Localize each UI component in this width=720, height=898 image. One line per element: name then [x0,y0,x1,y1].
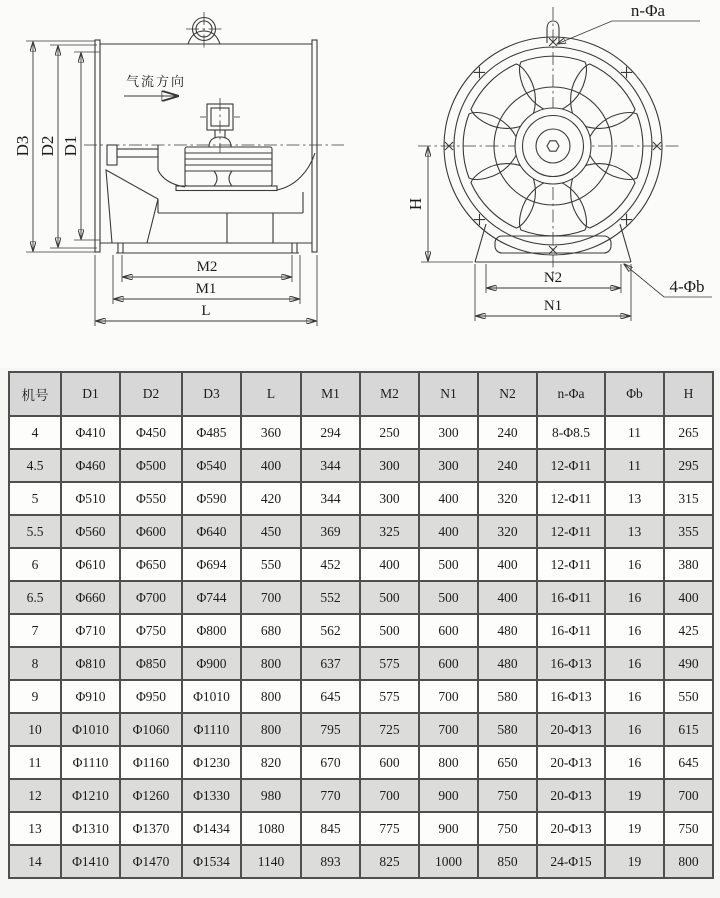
table-cell: 800 [664,845,713,878]
table-cell: 12 [9,779,61,812]
table-cell: Φ710 [61,614,120,647]
airflow-direction [124,74,186,96]
table-cell: 795 [301,713,360,746]
table-cell: 580 [478,713,537,746]
table-cell: 800 [241,647,301,680]
table-cell: Φ1060 [120,713,182,746]
h-dimension [406,147,473,262]
dim-label-m1: M1 [195,281,217,297]
table-cell: 16 [605,647,664,680]
table-row [9,713,713,746]
column-header: L [241,372,301,416]
table-cell: 20-Φ13 [537,812,605,845]
table-cell: 20-Φ13 [537,713,605,746]
table-cell: 645 [301,680,360,713]
column-header: D1 [61,372,120,416]
table-cell: 500 [360,581,419,614]
table-cell: Φ460 [61,449,120,482]
side-view [13,12,344,326]
table-cell: 380 [664,548,713,581]
table-cell: 16 [605,581,664,614]
table-cell: Φ1470 [120,845,182,878]
table-cell: 650 [478,746,537,779]
table-cell: Φ744 [182,581,241,614]
table-cell: 355 [664,515,713,548]
dim-label-m2: M2 [196,259,218,275]
table-cell: Φ700 [120,581,182,614]
table-cell: 700 [419,680,478,713]
table-cell: 4 [9,416,61,449]
table-cell: Φ1110 [61,746,120,779]
table-cell: 900 [419,779,478,812]
table-cell: 725 [360,713,419,746]
table-row [9,482,713,515]
table-cell: 10 [9,713,61,746]
column-header: D3 [182,372,241,416]
table-cell: 19 [605,812,664,845]
table-cell: 425 [664,614,713,647]
column-header: Φb [605,372,664,416]
table-cell: 16-Φ11 [537,581,605,614]
table-cell: 16 [605,614,664,647]
table-cell: Φ800 [182,614,241,647]
table-cell: 637 [301,647,360,680]
table-cell: Φ694 [182,548,241,581]
table-cell: 6 [9,548,61,581]
table-row [9,746,713,779]
table-cell: 1080 [241,812,301,845]
table-cell: 7 [9,614,61,647]
table-row [9,449,713,482]
table-cell: 5.5 [9,515,61,548]
column-header: n-Φa [537,372,605,416]
table-cell: 645 [664,746,713,779]
column-header: N1 [419,372,478,416]
table-cell: 770 [301,779,360,812]
table-cell: 480 [478,614,537,647]
table-cell: Φ610 [61,548,120,581]
table-cell: Φ590 [182,482,241,515]
table-cell: 700 [664,779,713,812]
table-cell: 575 [360,680,419,713]
table-cell: Φ810 [61,647,120,680]
table-cell: 250 [360,416,419,449]
table-row [9,548,713,581]
lifting-eye [186,12,222,50]
table-cell: 400 [419,482,478,515]
dim-label-d1: D1 [61,135,80,157]
table-cell: 300 [419,416,478,449]
table-cell: 265 [664,416,713,449]
table-cell: 800 [241,680,301,713]
mounting-feet [116,243,299,253]
table-cell: 24-Φ15 [537,845,605,878]
table-cell: 315 [664,482,713,515]
table-cell: 480 [478,647,537,680]
dim-label-l: L [201,303,211,319]
table-cell: 16-Φ13 [537,680,605,713]
table-cell: Φ485 [182,416,241,449]
table-cell: 294 [301,416,360,449]
table-cell: 12-Φ11 [537,548,605,581]
table-cell: 800 [419,746,478,779]
table-cell: 1140 [241,845,301,878]
table-cell: 16 [605,680,664,713]
column-header: H [664,372,713,416]
table-cell: Φ1410 [61,845,120,878]
table-cell: 400 [241,449,301,482]
table-cell: 400 [419,515,478,548]
table-cell: 400 [360,548,419,581]
table-cell: 750 [478,812,537,845]
motor-base-plate [176,186,277,191]
table-body [9,416,713,878]
table-cell: Φ550 [120,482,182,515]
table-cell: 893 [301,845,360,878]
table-cell: 400 [478,548,537,581]
table-cell: Φ410 [61,416,120,449]
table-cell: 500 [360,614,419,647]
dim-label-h: H [406,197,425,211]
table-cell: 325 [360,515,419,548]
dimensions-table [8,371,714,879]
table-cell: Φ660 [61,581,120,614]
base-dimensions [475,264,631,321]
table-cell: 16-Φ11 [537,614,605,647]
table-cell: 750 [478,779,537,812]
table-cell: 900 [419,812,478,845]
table-row [9,779,713,812]
table-cell: 845 [301,812,360,845]
table-cell: 11 [9,746,61,779]
table-cell: 680 [241,614,301,647]
table-cell: 320 [478,482,537,515]
table-cell: 11 [605,416,664,449]
table-cell: 800 [241,713,301,746]
table-cell: 12-Φ11 [537,515,605,548]
diameter-dimensions [13,41,100,252]
table-cell: 575 [360,647,419,680]
table-cell: Φ950 [120,680,182,713]
table-cell: 452 [301,548,360,581]
column-header: 机号 [9,372,61,416]
table-cell: Φ1010 [61,713,120,746]
label-4-phi-b: 4-Φb [669,277,705,296]
table-cell: 825 [360,845,419,878]
table-cell: 820 [241,746,301,779]
table-cell: 8-Φ8.5 [537,416,605,449]
table-cell: Φ450 [120,416,182,449]
dim-label-d2: D2 [38,135,57,157]
table-cell: 580 [478,680,537,713]
table-cell: Φ1230 [182,746,241,779]
table-header [9,372,713,416]
airflow-label: 气流方向 [126,74,187,89]
table-cell: 300 [360,449,419,482]
table-cell: 450 [241,515,301,548]
front-view [406,1,712,321]
table-cell: 490 [664,647,713,680]
table-cell: 19 [605,845,664,878]
table-cell: Φ1210 [61,779,120,812]
table-cell: 700 [241,581,301,614]
table-cell: 16 [605,548,664,581]
table-cell: 300 [419,449,478,482]
table-cell: 4.5 [9,449,61,482]
column-header: D2 [120,372,182,416]
table-row [9,647,713,680]
table-cell: 6.5 [9,581,61,614]
table-cell: 240 [478,416,537,449]
column-header: M1 [301,372,360,416]
table-cell: 20-Φ13 [537,746,605,779]
table-cell: 400 [478,581,537,614]
table-cell: Φ600 [120,515,182,548]
table-cell: 700 [360,779,419,812]
column-header: N2 [478,372,537,416]
table-cell: Φ900 [182,647,241,680]
table-row [9,581,713,614]
header-row [9,372,713,416]
dim-label-n1: N1 [543,298,563,314]
dim-label-n2: N2 [543,270,563,286]
table-cell: Φ1434 [182,812,241,845]
table-cell: 980 [241,779,301,812]
table-cell: Φ560 [61,515,120,548]
table-cell: 670 [301,746,360,779]
table-cell: Φ510 [61,482,120,515]
column-header: M2 [360,372,419,416]
table-cell: Φ1534 [182,845,241,878]
table-cell: 550 [241,548,301,581]
table-cell: 320 [478,515,537,548]
length-dimensions [95,255,317,326]
inlet-cone [106,170,158,243]
table-cell: 615 [664,713,713,746]
table-cell: 13 [9,812,61,845]
table-cell: 5 [9,482,61,515]
table-cell: 600 [360,746,419,779]
table-cell: 14 [9,845,61,878]
table-row [9,812,713,845]
table-cell: 11 [605,449,664,482]
table-cell: Φ640 [182,515,241,548]
table-cell: 344 [301,449,360,482]
table-cell: Φ1260 [120,779,182,812]
label-n-phi-a: n-Φa [630,1,666,20]
table-cell: 12-Φ11 [537,482,605,515]
table-cell: Φ1110 [182,713,241,746]
table-row [9,845,713,878]
table-cell: 1000 [419,845,478,878]
table-cell: 9 [9,680,61,713]
foot-hole-callout [624,264,712,297]
table-cell: Φ1330 [182,779,241,812]
table-cell: 13 [605,482,664,515]
table-cell: 600 [419,614,478,647]
inlet-and-motor [106,145,315,243]
table-cell: 240 [478,449,537,482]
table-cell: Φ1160 [120,746,182,779]
table-cell: Φ540 [182,449,241,482]
table-cell: 8 [9,647,61,680]
table-cell: 12-Φ11 [537,449,605,482]
table-row [9,680,713,713]
table-cell: Φ750 [120,614,182,647]
bolt-circle-callout [557,1,700,44]
table-cell: 300 [360,482,419,515]
table-cell: 550 [664,680,713,713]
table-cell: Φ850 [120,647,182,680]
table-cell: 16-Φ13 [537,647,605,680]
table-cell: Φ650 [120,548,182,581]
table-cell: 344 [301,482,360,515]
table-cell: 552 [301,581,360,614]
table-cell: 600 [419,647,478,680]
table-cell: 295 [664,449,713,482]
dim-label-d3: D3 [13,135,32,157]
axial-fan-drawing [0,0,720,368]
table-cell: 369 [301,515,360,548]
table-row [9,614,713,647]
table-cell: Φ500 [120,449,182,482]
fan-casing [95,40,317,252]
table-cell: 700 [419,713,478,746]
table-row [9,416,713,449]
table-cell: 500 [419,548,478,581]
table-cell: 16 [605,746,664,779]
table-cell: 19 [605,779,664,812]
table-cell: 420 [241,482,301,515]
table-cell: 562 [301,614,360,647]
table-cell: 775 [360,812,419,845]
table-cell: 16 [605,713,664,746]
table-cell: 400 [664,581,713,614]
table-cell: Φ1310 [61,812,120,845]
table-cell: Φ910 [61,680,120,713]
table-cell: 500 [419,581,478,614]
table-cell: 360 [241,416,301,449]
table-cell: 850 [478,845,537,878]
table-section [0,368,720,879]
technical-drawings [0,0,720,368]
table-cell: Φ1010 [182,680,241,713]
table-row [9,515,713,548]
table-cell: 750 [664,812,713,845]
table-cell: Φ1370 [120,812,182,845]
table-cell: 13 [605,515,664,548]
table-cell: 20-Φ13 [537,779,605,812]
